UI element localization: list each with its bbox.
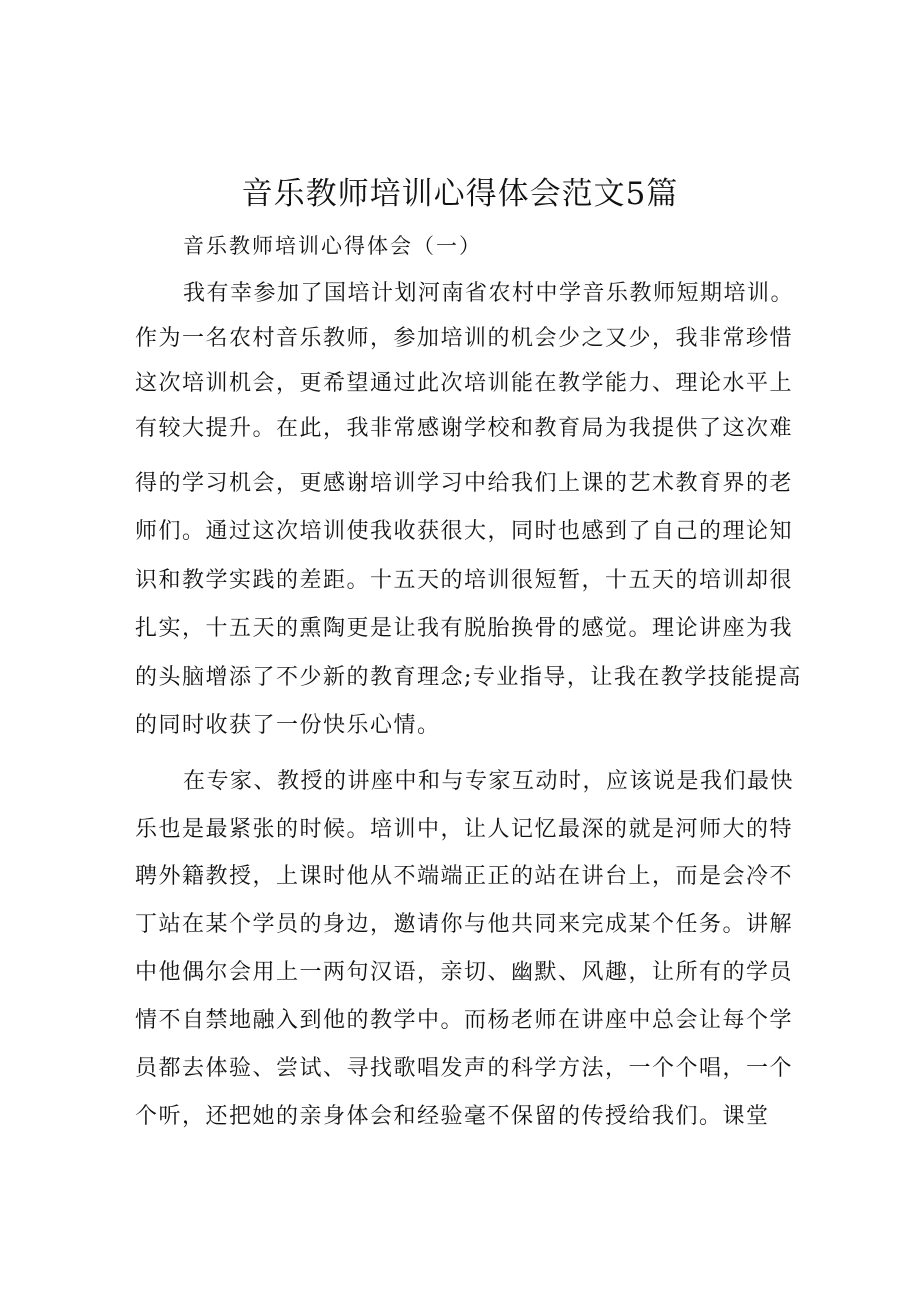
paragraph-2-line: 丁站在某个学员的身边，邀请你与他共同来完成某个任务。讲解: [135, 912, 794, 937]
paragraph-2-line: 乐也是最紧张的时候。培训中，让人记忆最深的就是河师大的特: [135, 817, 794, 842]
paragraph-2-line: 中他偶尔会用上一两句汉语，亲切、幽默、风趣，让所有的学员: [135, 960, 794, 985]
paragraph-1-line: 我有幸参加了国培计划河南省农村中学音乐教师短期培训。: [183, 281, 795, 306]
paragraph-1-line: 的同时收获了一份快乐心情。: [135, 713, 441, 738]
paragraph-1-line: 师们。通过这次培训使我收获很大，同时也感到了自己的理论知: [135, 519, 794, 544]
paragraph-1-line: 得的学习机会，更感谢培训学习中给我们上课的艺术教育界的老: [135, 471, 794, 496]
paragraph-1-line: 扎实，十五天的熏陶更是让我有脱胎换骨的感觉。理论讲座为我: [135, 616, 794, 641]
paragraph-2-line: 在专家、教授的讲座中和与专家互动时，应该说是我们最快: [183, 769, 795, 794]
document-title: 音乐教师培训心得体会范文5篇: [241, 176, 679, 212]
paragraph-1-line: 的头脑增添了不少新的教育理念;专业指导，让我在教学技能提高: [135, 665, 802, 690]
section-heading: 音乐教师培训心得体会（一）: [183, 234, 482, 258]
paragraph-2-line: 个听，还把她的亲身体会和经验毫不保留的传授给我们。课堂: [135, 1104, 770, 1129]
paragraph-1-line: 这次培训机会，更希望通过此次培训能在教学能力、理论水平上: [135, 371, 794, 396]
paragraph-2-line: 情不自禁地融入到他的教学中。而杨老师在讲座中总会让每个学: [135, 1008, 794, 1033]
paragraph-2-line: 聘外籍教授，上课时他从不端端正正的站在讲台上，而是会冷不: [135, 864, 794, 889]
paragraph-1-line: 识和教学实践的差距。十五天的培训很短暂，十五天的培训却很: [135, 568, 794, 593]
paragraph-2-line: 员都去体验、尝试、寻找歌唱发声的科学方法，一个个唱，一个: [135, 1056, 794, 1081]
paragraph-1-line: 作为一名农村音乐教师，参加培训的机会少之又少，我非常珍惜: [135, 326, 794, 351]
paragraph-1-line: 有较大提升。在此，我非常感谢学校和教育局为我提供了这次难: [135, 416, 794, 441]
